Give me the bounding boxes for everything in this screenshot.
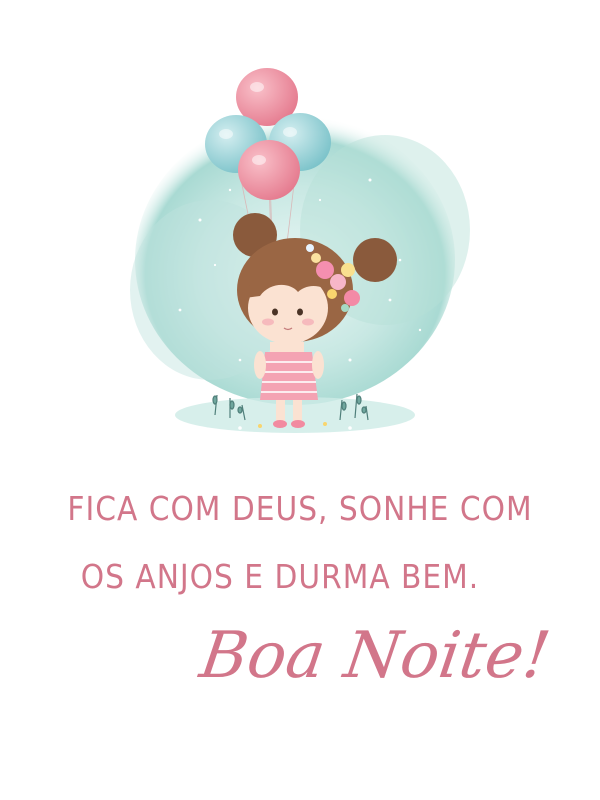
message-line-2: OS ANJOS E DURMA BEM. <box>80 557 480 596</box>
boa-noite-signature: Boa Noite! <box>195 619 555 693</box>
girl-with-balloons-illustration <box>120 60 480 460</box>
message-line-1: FICA COM DEUS, SONHE COM <box>67 489 533 528</box>
